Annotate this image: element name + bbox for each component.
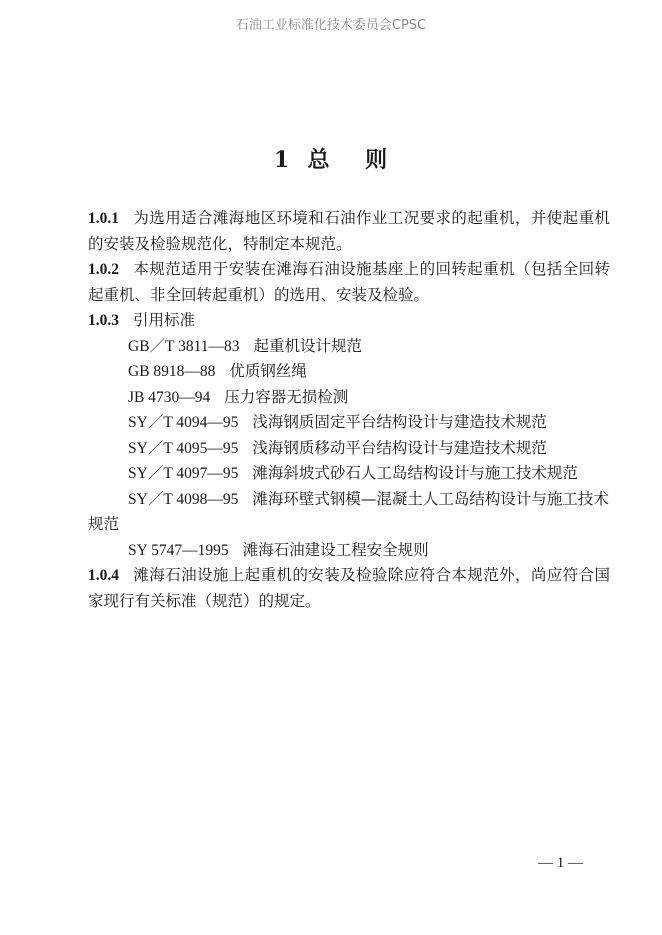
reference-title: 浅海钢质移动平台结构设计与建造技术规范 — [252, 438, 547, 457]
page-header: 石油工业标准化技术委员会CPSC — [235, 18, 427, 33]
reference-code: GB／T 3811—83 — [128, 337, 240, 355]
reference-code: GB 8918—88 — [128, 363, 216, 380]
clause-number: 1.0.3 — [88, 312, 119, 329]
clause-text: 本规范适用于安装在滩海石油设施基座上的回转起重机（包括全回转起重机、非全回转起重机）的选用、安装及检验。 — [88, 260, 610, 304]
document-body — [88, 206, 610, 614]
reference-code: JB 4730—94 — [128, 388, 211, 406]
clause-text: 滩海石油设施上起重机的安装及检验除应符合本规范外，尚应符合国家现行有关标准（规范）的规定。 — [88, 566, 610, 610]
page-number: — 1 — — [538, 855, 583, 871]
reference-code: SY／T 4097—95 — [128, 465, 239, 482]
clause-number: 1.0.2 — [88, 261, 119, 278]
clause — [88, 308, 610, 334]
clause-text: 引用标准 — [133, 311, 196, 329]
reference-title: 滩海环壁式钢模—混凝土人工岛结构设计与施工技术规范 — [88, 489, 609, 533]
reference-title: 滩海石油建设工程安全规则 — [242, 540, 429, 559]
reference-item — [88, 436, 610, 462]
clause-number: 1.0.4 — [88, 567, 119, 584]
reference-title: 浅海钢质固定平台结构设计与建造技术规范 — [252, 413, 547, 431]
reference-code: SY 5747—1995 — [128, 541, 229, 559]
clause-text: 为选用适合滩海地区环境和石油作业工况要求的起重机，并使起重机的安装及检验规范化，特制定本规范。 — [88, 209, 610, 253]
reference-item — [88, 487, 610, 538]
reference-title: 滩海斜坡式砂石人工岛结构设计与施工技术规范 — [252, 464, 578, 482]
reference-list — [88, 334, 610, 564]
clause — [88, 257, 610, 308]
reference-code: SY／T 4098—95 — [128, 490, 239, 508]
reference-item — [88, 359, 610, 385]
reference-item — [88, 461, 610, 487]
clause — [88, 206, 610, 257]
reference-code: SY／T 4094—95 — [128, 414, 239, 431]
reference-code: SY／T 4095—95 — [128, 439, 239, 457]
reference-title: 起重机设计规范 — [253, 336, 363, 355]
clause — [88, 563, 610, 614]
reference-item — [88, 334, 610, 360]
reference-title: 压力容器无损检测 — [224, 387, 349, 406]
clause-number: 1.0.1 — [88, 210, 119, 227]
reference-item — [88, 410, 610, 436]
chapter-title: 1 总 则 — [273, 147, 389, 173]
reference-item — [88, 385, 610, 411]
reference-item — [88, 538, 610, 564]
reference-title: 优质钢丝绳 — [229, 362, 307, 380]
